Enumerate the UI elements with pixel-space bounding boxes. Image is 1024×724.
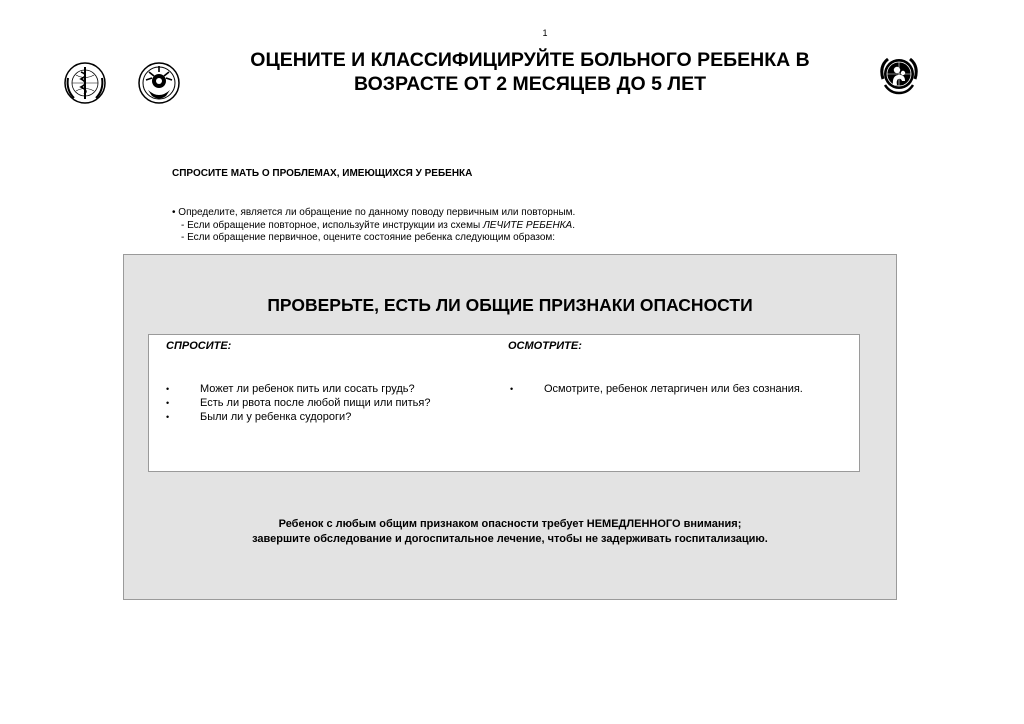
assessment-box xyxy=(148,334,860,472)
page-title-line-1: ОЦЕНИТЕ И КЛАССИФИЦИРУЙТЕ БОЛЬНОГО РЕБЕНКА В xyxy=(250,49,810,71)
danger-signs-panel xyxy=(123,254,897,600)
treat-child-reference: ЛЕЧИТЕ РЕБЕНКА xyxy=(482,219,573,231)
urgent-note-line-1: Ребенок с любым общим признаком опасности требует НЕМЕДЛЕННОГО внимания; xyxy=(278,518,742,530)
urgent-note-line-2: завершите обследование и догоспитальное лечение, чтобы не задерживать госпитализацию. xyxy=(252,533,768,545)
bullet-icon: • xyxy=(510,384,514,394)
unicef-emblem-icon xyxy=(876,51,922,97)
list-item: • Есть ли рвота после любой пищи или питья? xyxy=(166,397,431,409)
page-number: 1 xyxy=(542,28,548,38)
list-item: • Может ли ребенок пить или сосать грудь? xyxy=(166,383,415,395)
visit-instructions xyxy=(172,207,575,245)
who-emblem-icon xyxy=(62,60,108,106)
list-item: • Осмотрите, ребенок летаргичен или без сознания. xyxy=(510,383,803,395)
look-column-heading: ОСМОТРИТЕ: xyxy=(508,340,582,352)
instruction-line-1: • Определите, является ли обращение по данному поводу первичным или повторным. xyxy=(172,207,576,218)
list-item: • Были ли у ребенка судороги? xyxy=(166,411,352,423)
ask-mother-heading: СПРОСИТЕ МАТЬ О ПРОБЛЕМАХ, ИМЕЮЩИХСЯ У РЕБЕНКА xyxy=(172,168,473,179)
danger-signs-title: ПРОВЕРЬТЕ, ЕСТЬ ЛИ ОБЩИЕ ПРИЗНАКИ ОПАСНОСТИ xyxy=(267,295,753,315)
ask-column-heading: СПРОСИТЕ: xyxy=(166,340,232,352)
bullet-icon: • xyxy=(166,384,170,394)
look-checks-list xyxy=(510,382,803,396)
instruction-line-2: - Если обращение повторное, используйте инструкции из схемы ЛЕЧИТЕ РЕБЕНКА. xyxy=(181,219,576,231)
ask-questions-list xyxy=(166,382,430,424)
urgent-attention-note xyxy=(124,517,896,547)
instruction-line-3: - Если обращение первичное, оцените состояние ребенка следующим образом: xyxy=(181,232,556,243)
bullet-icon: • xyxy=(166,412,170,422)
bullet-icon: • xyxy=(166,398,170,408)
page-title xyxy=(190,48,870,96)
bullet-icon: • xyxy=(172,207,176,218)
page-title-line-2: ВОЗРАСТЕ ОТ 2 МЕСЯЦЕВ ДО 5 ЛЕТ xyxy=(354,73,706,95)
national-emblem-icon xyxy=(136,60,182,106)
